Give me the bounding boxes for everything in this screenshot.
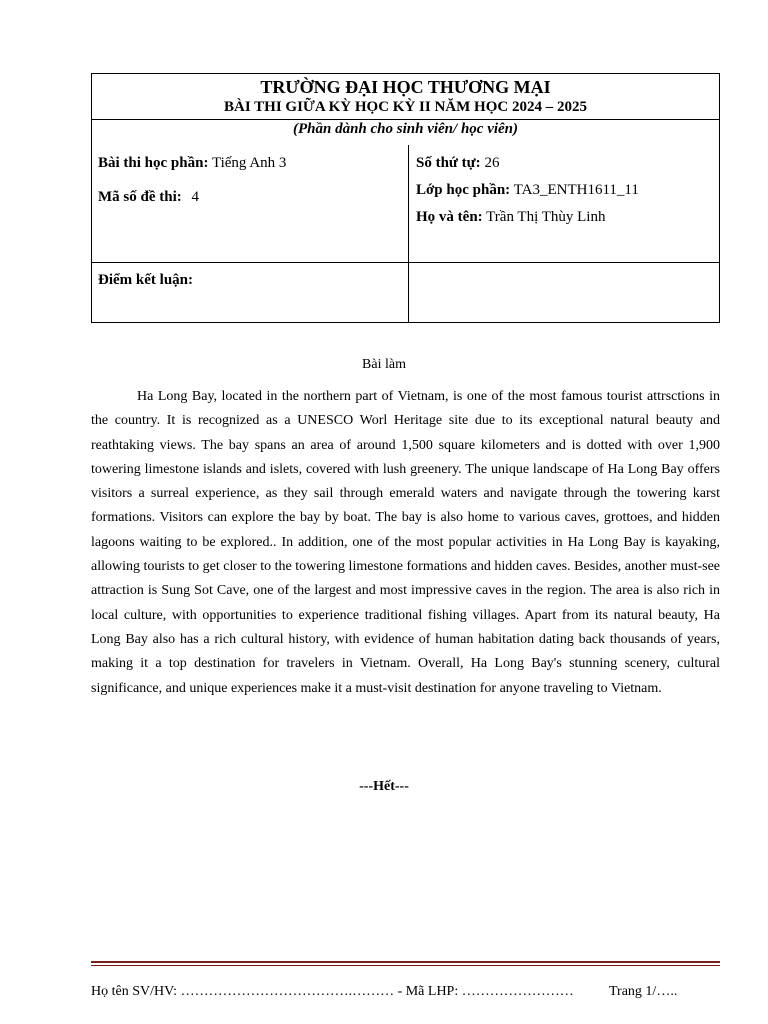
name-field [416,207,605,227]
course-label: Bài thi học phần: [98,155,209,171]
header-subtitle: (Phần dành cho sinh viên/ học viên) [292,121,519,137]
exam-code-value: 4 [191,189,199,205]
exam-code-field [98,187,199,207]
school-name: TRƯỜNG ĐẠI HỌC THƯƠNG MẠI [260,77,551,97]
student-info-block [92,145,719,263]
footer-rule-thick [91,961,720,963]
header-title-block [92,74,719,120]
class-value: TA3_ENTH1611_11 [513,182,639,198]
column-divider [408,145,409,322]
name-label: Họ và tên: [416,209,483,225]
exam-header-table [91,73,720,323]
score-label: Điểm kết luận: [98,272,193,288]
name-value: Trần Thị Thùy Linh [486,209,606,225]
essay-paragraph: Ha Long Bay, located in the northern part of Vietnam, is one of the most famous tourist attrsctions in the country. It is recognized as a UNESCO Worl Heritage site due to its exceptional natural beauty and reathtaking views. The bay spans an area of around 1,500 square kilometers and is dotted with over 1,900 towering limestone islands and islets, covered with lush greenery. The unique landscape of Ha Long Bay offers visitors a surreal experience, as they sail through emerald waters and navigate through the towering karst formations. Visitors can explore the bay by boat. The bay is also home to various caves, grottoes, and hidden lagoons waiting to be explored.. In addition, one of the most popular activities in Ha Long Bay is kayaking, allowing tourists to get closer to the towering limestone formations and hidden caves. Besides, another must-see attraction is Sung Sot Cave, one of the largest and most impressive caves in the region. The area is also rich in local culture, with opportunities to experience traditional fishing villages. Apart from its natural beauty, Ha Long Bay also has a rich cultural history, with evidence of human habitation dating back thousands of years, making it a top destination for travelers in Vietnam. Overall, Ha Long Bay's stunning scenery, cultural significance, and unique experiences make it a must-visit destination for anyone traveling to Vietnam. [91,389,720,696]
class-field [416,180,639,200]
answer-heading: Bài làm [362,357,406,372]
exam-title: BÀI THI GIỮA KỲ HỌC KỲ II NĂM HỌC 2024 – 2025 [224,99,587,115]
course-field [98,153,286,173]
footer-page-number: Trang 1/….. [609,984,678,999]
order-label: Số thứ tự: [416,155,481,171]
end-mark: ---Hết--- [359,779,409,794]
course-value: Tiếng Anh 3 [211,155,287,171]
footer-rule-thin [91,965,720,966]
footer-student-info: Họ tên SV/HV: ……………………………….……… - Mã LHP: …………………… [91,984,574,999]
score-block [92,262,719,322]
order-field [416,153,499,173]
exam-code-label: Mã số đề thi: [98,189,182,205]
score-field [98,270,193,290]
order-value: 26 [484,155,500,171]
class-label: Lớp học phần: [416,182,511,198]
